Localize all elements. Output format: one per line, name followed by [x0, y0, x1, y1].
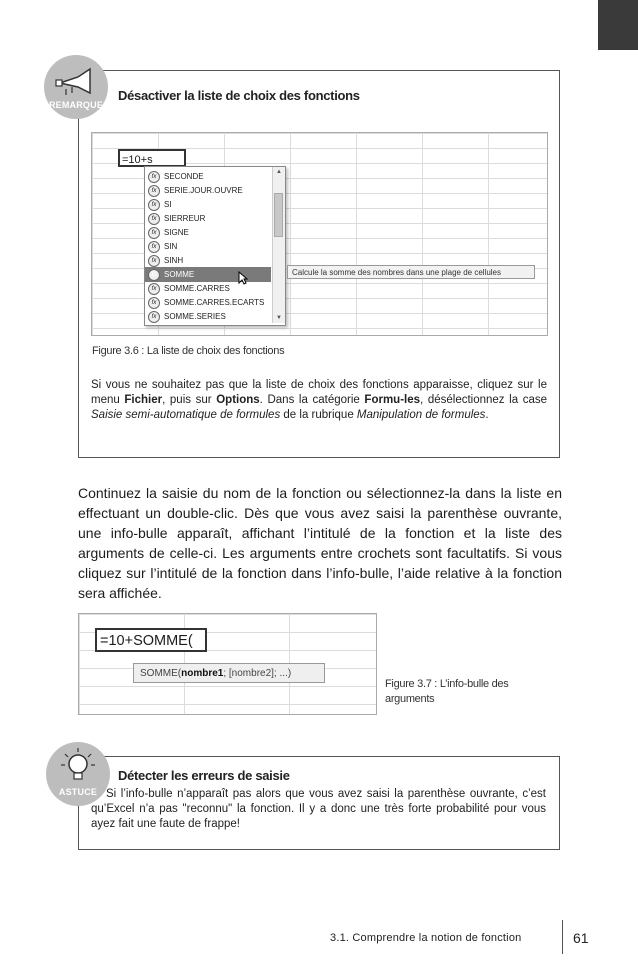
- function-icon: fx: [148, 171, 160, 183]
- page-corner-tab: [598, 0, 638, 50]
- function-list-item[interactable]: fx SECONDE: [145, 169, 271, 184]
- function-icon: fx: [148, 227, 160, 239]
- function-list-item[interactable]: fx SERIE.JOUR.OUVRE: [145, 183, 271, 198]
- function-description-tooltip: Calcule la somme des nombres dans une plage de cellules: [287, 265, 535, 279]
- figure-3-7-caption: [385, 677, 545, 707]
- footer-separator: [562, 920, 563, 954]
- remarque-text: Si vous ne souhaitez pas que la liste de choix des fonctions apparaisse, cliquez sur le menu Fichier, puis sur Options. Dans la catégorie Formu-les, désélectionnez la case Saisie semi-automatique de formules de la rubrique Manipulation de formules.: [91, 379, 548, 421]
- figure-3-6-caption-number: Figure 3.6 :: [92, 345, 145, 357]
- remarque-badge-label: REMARQUE: [48, 100, 104, 110]
- figure-3-7-caption-text: L’info-bulle des arguments: [385, 678, 509, 705]
- function-list-item[interactable]: fx SIERREUR: [145, 211, 271, 226]
- remarque-badge: [44, 55, 108, 119]
- scroll-up-arrow-icon[interactable]: ▲: [276, 169, 282, 175]
- function-dropdown-list[interactable]: [144, 166, 286, 326]
- scroll-down-arrow-icon[interactable]: ▼: [276, 315, 282, 321]
- figure-3-6-screenshot: [91, 132, 548, 336]
- footer-section-title: 3.1. Comprendre la notion de fonction: [330, 932, 522, 944]
- figure-3-6-caption: [92, 345, 284, 357]
- lightbulb-icon: [46, 744, 110, 790]
- function-list-item[interactable]: fx SI: [145, 197, 271, 212]
- body-paragraph: Continuez la saisie du nom de la fonction ou sélectionnez-la dans la liste en effectuant un double-clic. Dès que vous avez saisi la parenthèse ouvrante, une info-bulle apparaît, affichant l’intitulé de la fonction et la liste des arguments de celle-ci. Les arguments entre crochets sont facultatifs. Si vous cliquez sur l’intitulé de la fonction dans l’info-bulle, l’aide relative à la fonction sera affichée.: [78, 485, 562, 601]
- list-scrollbar[interactable]: [272, 167, 285, 323]
- function-icon: fx: [148, 213, 160, 225]
- function-icon: fx: [148, 241, 160, 253]
- function-list-item[interactable]: fx SOMME.SERIES: [145, 309, 271, 324]
- function-list-item[interactable]: fx SIN: [145, 239, 271, 254]
- function-icon: fx: [148, 297, 160, 309]
- function-icon: fx: [148, 311, 160, 323]
- function-icon: fx: [148, 283, 160, 295]
- astuce-badge-label: ASTUCE: [58, 787, 98, 797]
- argument-tooltip[interactable]: SOMME(nombre1; [nombre2]; ...): [133, 663, 325, 683]
- astuce-text: Si l’info-bulle n’apparaît pas alors que vous avez saisi la parenthèse ouvrante, c’est qu’Excel n’a pas "reconnu" la fonction. Il y a donc une très forte probabilité pour vous ayez fait une faute de frappe!: [91, 788, 546, 830]
- remarque-title: Désactiver la liste de choix des fonctions: [118, 88, 360, 103]
- function-icon: fx: [148, 255, 160, 267]
- formula-cell[interactable]: =10+SOMME(: [95, 628, 207, 652]
- function-list-item[interactable]: fx SIGNE: [145, 225, 271, 240]
- function-list-item[interactable]: fx SOMME.CARRES: [145, 281, 271, 296]
- function-list-item-selected[interactable]: fx SOMME: [145, 267, 271, 282]
- function-icon: fx: [148, 269, 160, 281]
- astuce-title: Détecter les erreurs de saisie: [118, 768, 290, 783]
- mouse-cursor-icon: [238, 271, 248, 288]
- scroll-thumb[interactable]: [274, 193, 283, 237]
- function-icon: fx: [148, 199, 160, 211]
- function-icon: fx: [148, 185, 160, 197]
- figure-3-7-screenshot: [78, 613, 377, 715]
- function-list-item[interactable]: fx SOMME.CARRES.ECARTS: [145, 295, 271, 310]
- page-number: 61: [573, 930, 589, 946]
- function-list-item[interactable]: fx SINH: [145, 253, 271, 268]
- formula-cell[interactable]: =10+s: [118, 149, 186, 167]
- figure-3-7-caption-number: Figure 3.7 :: [385, 678, 438, 690]
- figure-3-6-caption-text: La liste de choix des fonctions: [146, 345, 285, 357]
